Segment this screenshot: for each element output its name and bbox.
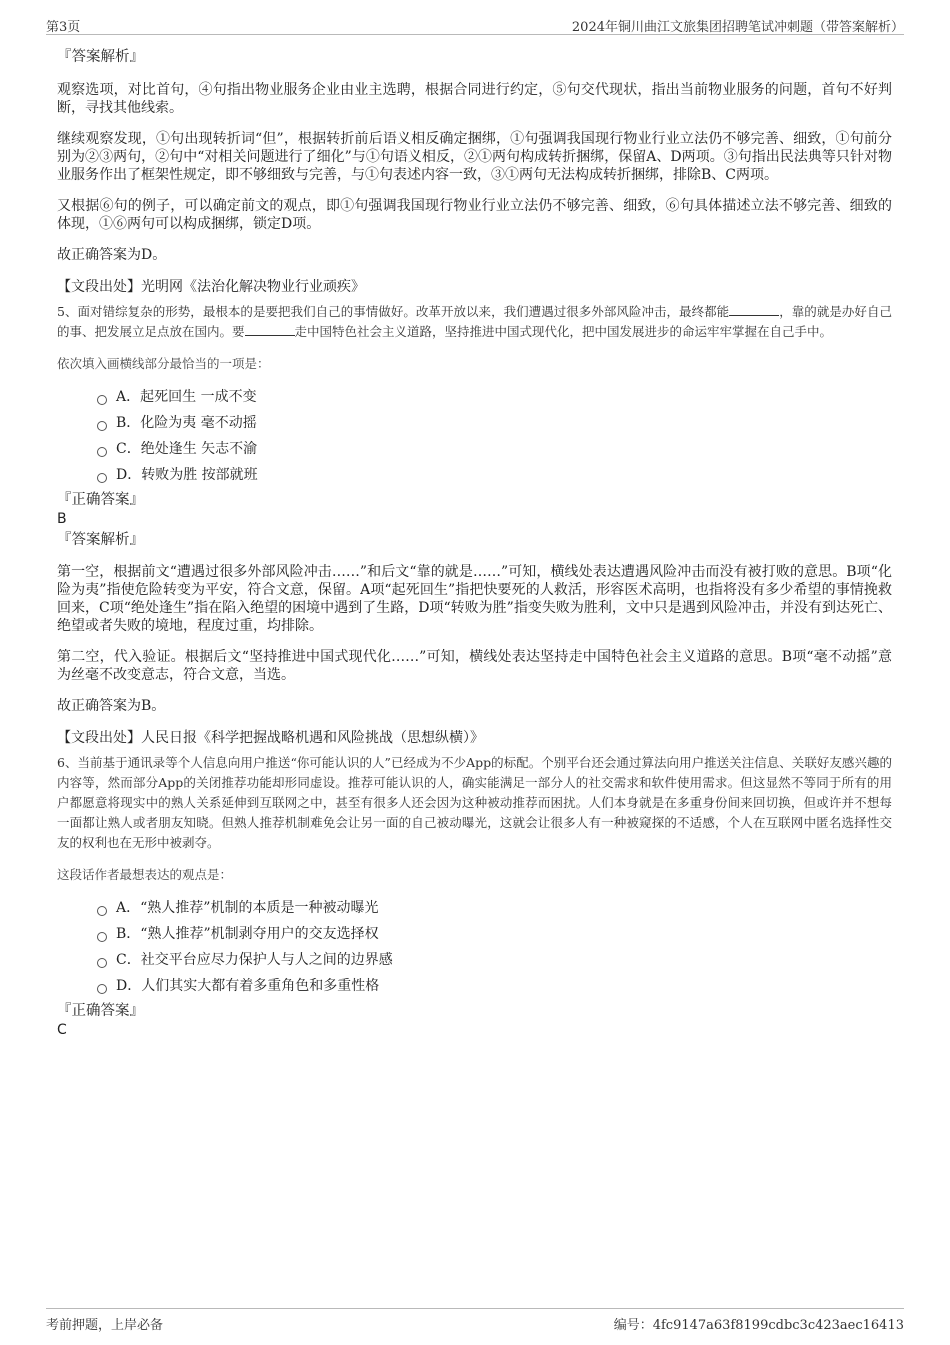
q6-correct-answer: C [57, 1022, 67, 1038]
q5-blank-1 [729, 303, 779, 316]
footer-slogan: 考前押题，上岸必备 [46, 1318, 164, 1333]
radio-icon[interactable] [97, 473, 107, 483]
q5-conclusion: 故正确答案为B。 [57, 698, 166, 714]
radio-icon[interactable] [97, 395, 107, 405]
footer-doc-id: 编号：4fc9147a63f8199cdbc3c423aec16413 [613, 1318, 904, 1333]
q5-options [57, 384, 892, 488]
q4-analysis-heading: 『答案解析』 [57, 49, 144, 65]
q6-option-c[interactable]: C． 社交平台应尽力保护人与人之间的边界感 [97, 947, 892, 973]
radio-icon[interactable] [97, 958, 107, 968]
q6-options [57, 895, 892, 999]
radio-icon[interactable] [97, 984, 107, 994]
q5-analysis-heading: 『答案解析』 [57, 532, 144, 548]
q5-correct-heading: 『正确答案』 [57, 492, 144, 508]
q4-source: 【文段出处】光明网《法治化解决物业行业顽疾》 [57, 279, 365, 295]
q6-option-d[interactable]: D． 人们其实大都有着多重角色和多重性格 [97, 973, 892, 999]
q4-conclusion: 故正确答案为D。 [57, 247, 167, 263]
q4-analysis-para3: 又根据⑥句的例子，可以确定前文的观点，即①句强调我国现行物业行业立法仍不够完善、细致，⑥句具体描述立法不够完善、细致的体现，①⑥两句可以构成捆绑，锁定D项。 [57, 198, 892, 232]
radio-icon[interactable] [97, 932, 107, 942]
q5-blank-2 [245, 323, 295, 336]
page-footer [46, 1308, 904, 1331]
q5-instruction: 依次填入画横线部分最恰当的一项是： [57, 356, 270, 371]
q5-option-c[interactable]: C． 绝处逢生 矢志不渝 [97, 436, 892, 462]
radio-icon[interactable] [97, 421, 107, 431]
q5-analysis-para2: 第二空，代入验证。根据后文“坚持推进中国式现代化……”可知，横线处表达坚持走中国特色社会主义道路的意思。B项“毫不动摇”意为丝毫不改变意志，符合文意，当选。 [57, 649, 892, 683]
q6-option-b[interactable]: B． “熟人推荐”机制剥夺用户的交友选择权 [97, 921, 892, 947]
q6-option-a[interactable]: A． “熟人推荐”机制的本质是一种被动曝光 [97, 895, 892, 921]
radio-icon[interactable] [97, 906, 107, 916]
q5-option-b[interactable]: B． 化险为夷 毫不动摇 [97, 410, 892, 436]
q5-analysis-para1: 第一空，根据前文“遭遇过很多外部风险冲击……”和后文“靠的就是……”可知，横线处表达遭遇风险冲击而没有被打败的意思。B项“化险为夷”指使危险转变为平安，符合文意，保留。A项“起死回生”指把快要死的人救活，形容医术高明，也指将没有多少希望的事情挽救回来，C项“绝处逢生”指在陷入绝望的困境中遇到了生路，D项“转败为胜”指变失败为胜利，文中只是遇到风险冲击，并没有到达死亡、绝望或者失败的境地，程度过重，均排除。 [57, 564, 892, 634]
page-content [57, 45, 892, 1039]
q4-analysis-para2: 继续观察发现，①句出现转折词“但”，根据转折前后语义相反确定捆绑，①句强调我国现行物业行业立法仍不够完善、细致，①句前分别为②③两句，②句中“对相关问题进行了细化”与①句语义相反，②①两句构成转折捆绑，保留A、D两项。③句指出民法典等只针对物业服务作出了框架性规定，即不够细致与完善，与①句表述内容一致，③①两句无法构成转折捆绑，排除B、C两项。 [57, 131, 892, 183]
page-header [46, 14, 904, 35]
q5-source: 【文段出处】人民日报《科学把握战略机遇和风险挑战（思想纵横）》 [57, 730, 484, 746]
page-number: 第3页 [46, 20, 81, 35]
radio-icon[interactable] [97, 447, 107, 457]
q5-option-d[interactable]: D． 转败为胜 按部就班 [97, 462, 892, 488]
q5-correct-answer: B [57, 511, 67, 527]
q5-option-a[interactable]: A． 起死回生 一成不变 [97, 384, 892, 410]
q5-stem: 5、面对错综复杂的形势，最根本的是要把我们自己的事情做好。改革开放以来，我们遭遇过很多外部风险冲击，最终都能 ，靠的就是办好自己的事、把发展立足点放在国内。要 走中国特色社会主义道路，坚持推进中国式现代化，把中国发展进步的命运牢牢掌握在自己手中。 [57, 304, 892, 339]
q6-instruction: 这段话作者最想表达的观点是： [57, 867, 233, 882]
q4-analysis-para1: 观察选项，对比首句，④句指出物业服务企业由业主选聘，根据合同进行约定，⑤句交代现状，指出当前物业服务的问题，首句不好判断，寻找其他线索。 [57, 82, 892, 116]
document-title: 2024年铜川曲江文旅集团招聘笔试冲刺题（带答案解析） [571, 20, 904, 35]
q6-stem: 6、当前基于通讯录等个人信息向用户推送“你可能认识的人”已经成为不少App的标配。个别平台还会通过算法向用户推送关注信息、关联好友感兴趣的内容等，然而部分App的关闭推荐功能却形同虚设。推荐可能认识的人，确实能满足一部分人的社交需求和软件使用需求。但这显然不等同于所有的用户都愿意将现实中的熟人关系延伸到互联网之中，甚至有很多人还会因为这种被动推荐而困扰。人们本身就是在多重身份间来回切换，但或许并不想每一面都让熟人或者朋友知晓。但熟人推荐机制难免会让另一面的自己被动曝光，这就会让很多人有一种被窥探的不适感，个人在互联网中匿名选择性交友的权利也在无形中被剥夺。 [57, 755, 892, 850]
q6-correct-heading: 『正确答案』 [57, 1003, 144, 1019]
